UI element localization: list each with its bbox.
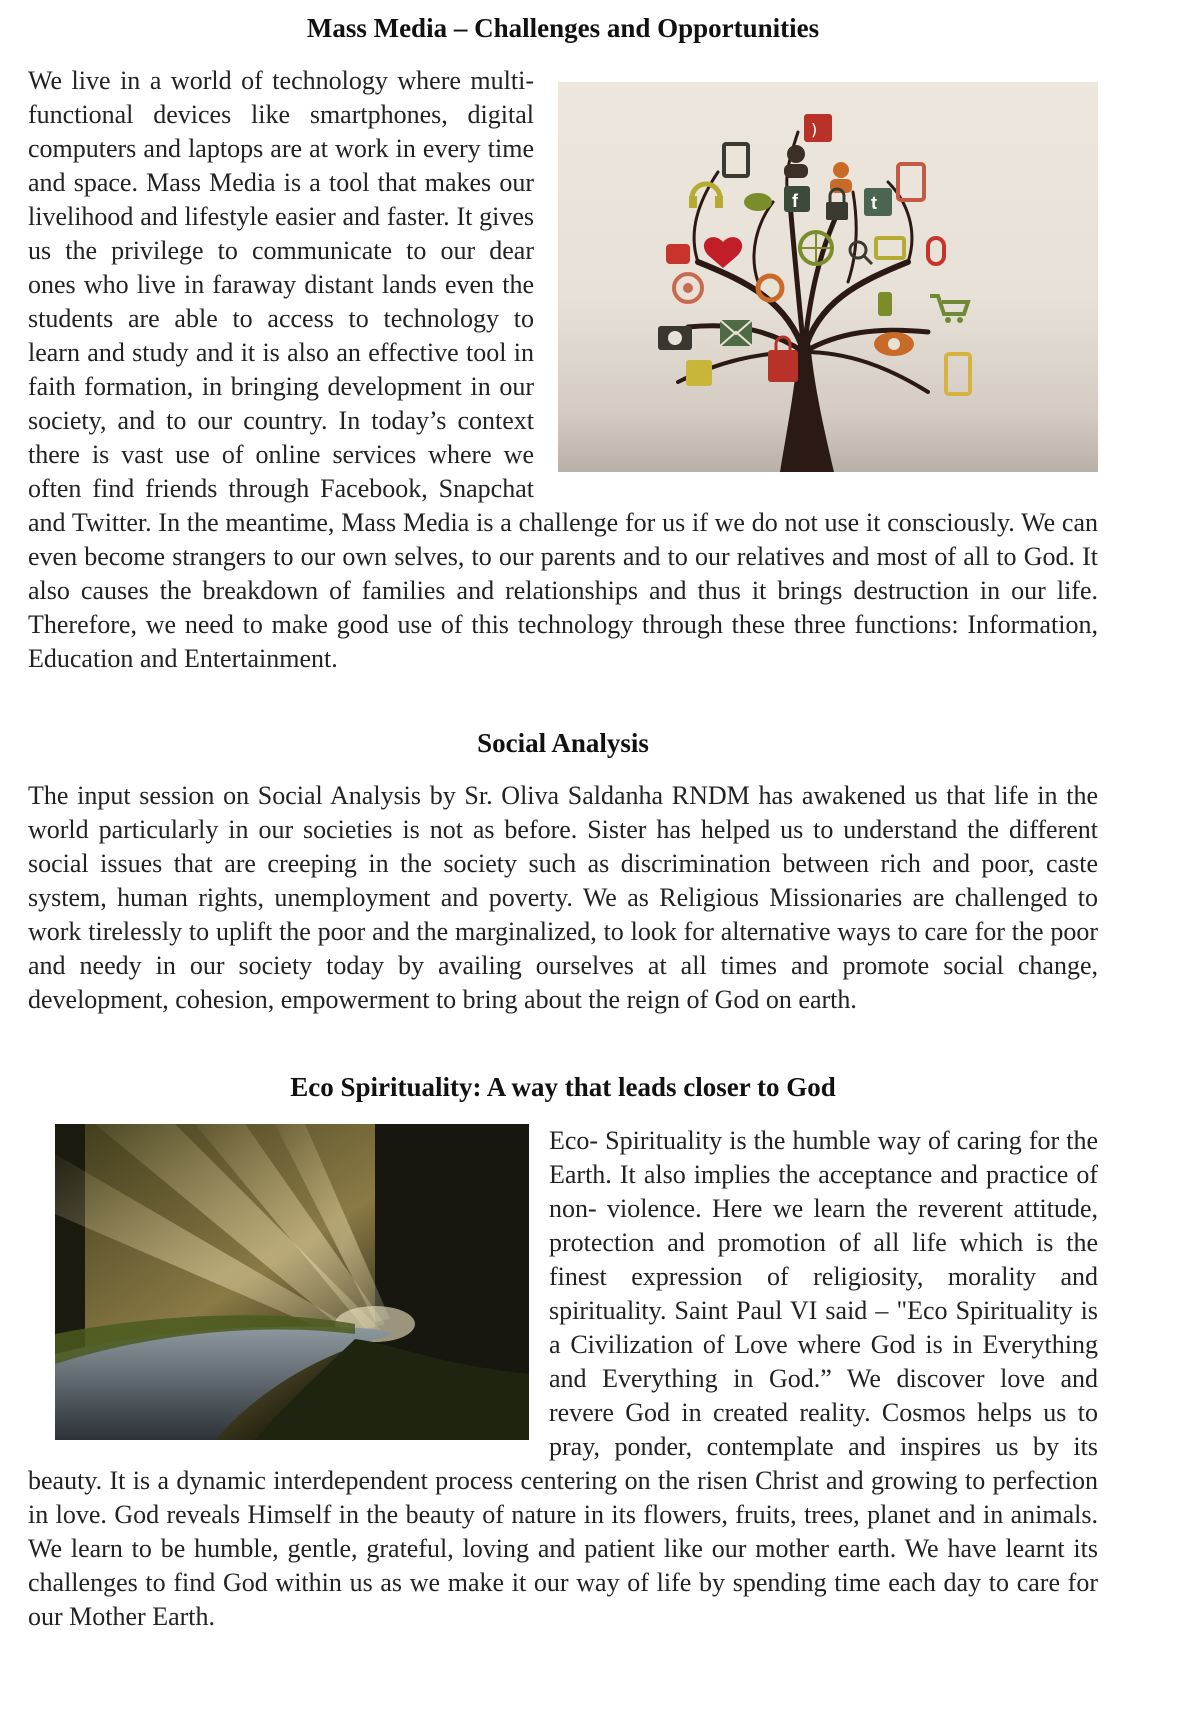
clipboard-icon (724, 144, 748, 176)
svg-text:): ) (811, 120, 818, 139)
share-icon (686, 360, 712, 386)
globe-icon (800, 232, 832, 264)
thumbs-up-icon (666, 244, 690, 264)
mail-icon (720, 320, 752, 346)
calculator-icon (898, 164, 924, 200)
cart-icon (930, 296, 968, 323)
twitter-icon (864, 188, 892, 216)
forest-road-photo (55, 1124, 529, 1440)
bird-icon (744, 193, 772, 211)
user-icon (784, 145, 808, 178)
social-media-tree-image (558, 82, 1098, 472)
social-analysis-section (28, 779, 1098, 1017)
mass-media-paragraph: We live in a world of technology where multi-functional devices like smartphones, digital computers and laptops are at work in every time and space. Mass Media is a tool that makes our livelihood and lifestyle easier and faster. It gives us the privilege to communicate to our dear ones who live in faraway distant lands even the students are able to access to technology to learn and study and it is also an effective tool in faith formation, in bringing development in our society, and to our country. In today’s context there is vast use of online services where we often find friends through Facebook, Snapchat and Twitter. In the meantime, Mass Media is a challenge for us if we do not use it consciously. We can even become strangers to our own selves, to our parents and to our relatives and most of all to God. It also causes the breakdown of families and relationships and thus it brings destruction in our life. Therefore, we need to make good use of this technology through these three functions: Information, Education and Entertainment. (28, 66, 1098, 673)
tree-illustration (558, 82, 1098, 472)
monitor-icon (876, 238, 904, 258)
eye-icon (874, 332, 914, 356)
social-analysis-heading: Social Analysis (477, 728, 649, 758)
eco-spirituality-paragraph: Eco- Spirituality is the humble way of caring for the Earth. It also implies the acceptance and practice of non- violence. Here we learn the reverent attitude, protection and promotion of all life which is the finest expression of religiosity, morality and spirituality. Saint Paul VI said – "Eco Spirituality is a Civilization of Love where God is in Everything and Everything in God.” We discover love and revere God in created reality. Cosmos helps us to pray, ponder, contemplate and inspires us by its beauty. It is a dynamic interdependent process centering on the risen Christ and growing to perfection in love. God reveals Himself in the beauty of nature in its flowers, fruits, trees, planet and in animals. We learn to be humble, gentle, grateful, loving and patient like our mother earth. We have learnt its challenges to find God within us as we make it our way of life by spending time each day to care for our Mother Earth. (28, 1126, 1098, 1631)
facebook-icon (784, 186, 810, 212)
social-analysis-paragraph: The input session on Social Analysis by Sr. Oliva Saldanha RNDM has awakened us that life in the world particularly in our societies is not as before. Sister has helped us to understand the different social issues that are creeping in the society such as discrimination between rich and poor, caste system, human rights, unemployment and poverty. We as Religious Missionaries are challenged to work tirelessly to uplift the poor and the marginalized, to look for alternative ways to care for the poor and needy in our society today by availing ourselves at all times and promote social change, development, cohesion, empowerment to bring about the reign of God on earth. (28, 781, 1098, 1014)
heart-icon (704, 237, 742, 268)
mouse-icon (928, 238, 944, 264)
camera-icon (658, 326, 692, 350)
lock-icon (826, 189, 848, 220)
refresh-icon (758, 276, 782, 300)
rss-icon (804, 114, 832, 142)
svg-text:t: t (871, 193, 877, 213)
phone-icon (878, 292, 892, 316)
tablet-icon (946, 354, 970, 394)
mass-media-heading: Mass Media – Challenges and Opportunities (306, 13, 820, 43)
eco-spirituality-heading: Eco Spirituality: A way that leads closer to God (290, 1072, 836, 1102)
svg-text:f: f (792, 191, 798, 211)
forest-road-image (55, 1124, 529, 1440)
broadcast-icon (674, 274, 702, 302)
eco-spirituality-section (28, 1124, 1098, 1634)
mass-media-section (28, 64, 1098, 676)
